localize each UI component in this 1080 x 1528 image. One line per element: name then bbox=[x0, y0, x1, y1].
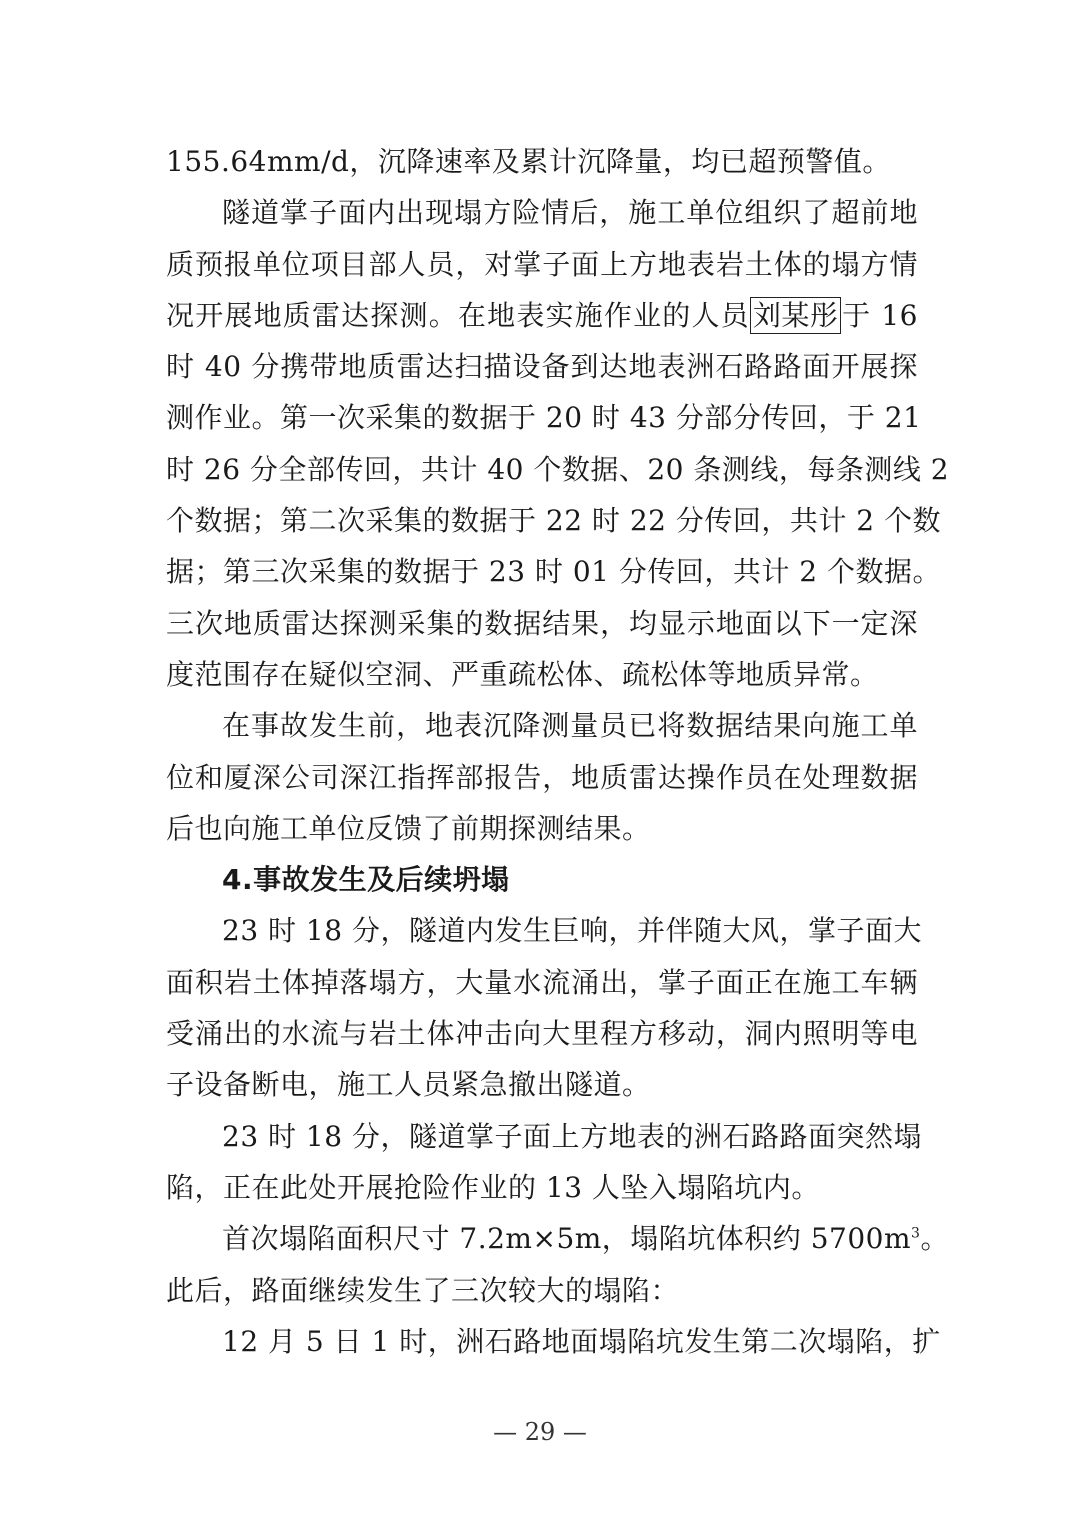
text-line: 面积岩土体掉落塌方，大量水流涌出，掌子面正在施工车辆 bbox=[166, 965, 918, 999]
paragraph-start-line: 23 时 18 分，隧道内发生巨响，并伴随大风，掌子面大 bbox=[222, 914, 922, 948]
body-text bbox=[166, 136, 950, 1367]
text-span: 。 bbox=[920, 1222, 949, 1256]
text-line: 质预报单位项目部人员，对掌子面上方地表岩土体的塌方情 bbox=[166, 247, 918, 281]
text-span: 首次塌陷面积尺寸 7.2m×5m，塌陷坑体积约 5700m bbox=[222, 1222, 912, 1256]
text-line: 据；第三次采集的数据于 23 时 01 分传回，共计 2 个数据。 bbox=[166, 555, 941, 589]
superscript: 3 bbox=[911, 1225, 921, 1242]
text-line: 位和厦深公司深江指挥部报告，地质雷达操作员在处理数据 bbox=[166, 760, 918, 794]
text-line: 后也向施工单位反馈了前期探测结果。 bbox=[166, 811, 651, 845]
text-line: 三次地质雷达探测采集的数据结果，均显示地面以下一定深 bbox=[166, 606, 918, 640]
text-line: 个数据；第二次采集的数据于 22 时 22 分传回，共计 2 个数 bbox=[166, 504, 941, 538]
text-line: 时 40 分携带地质雷达扫描设备到达地表洲石路路面开展探 bbox=[166, 350, 918, 384]
section-heading: 4.事故发生及后续坍塌 bbox=[222, 863, 510, 897]
text-line: 时 26 分全部传回，共计 40 个数据、20 条测线，每条测线 2 bbox=[166, 452, 950, 486]
text-line: 测作业。第一次采集的数据于 20 时 43 分部分传回，于 21 bbox=[166, 401, 922, 435]
paragraph-start-line: 在事故发生前，地表沉降测量员已将数据结果向施工单 bbox=[222, 709, 918, 743]
paragraph-start-line: 12 月 5 日 1 时，洲石路地面塌陷坑发生第二次塌陷，扩 bbox=[222, 1324, 941, 1358]
paragraph-start-line-with-superscript bbox=[166, 1213, 949, 1264]
text-span: 况开展地质雷达探测。在地表实施作业的人员 bbox=[166, 298, 750, 332]
boxed-name: 刘某彤 bbox=[750, 297, 842, 334]
text-span: 于 16 bbox=[841, 298, 918, 332]
text-line: 子设备断电，施工人员紧急撤出隧道。 bbox=[166, 1068, 651, 1102]
paragraph-start-line: 23 时 18 分，隧道掌子面上方地表的洲石路路面突然塌 bbox=[222, 1119, 922, 1153]
text-line: 受涌出的水流与岩土体冲击向大里程方移动，洞内照明等电 bbox=[166, 1017, 918, 1051]
text-line: 155.64mm/d，沉降速率及累计沉降量，均已超预警值。 bbox=[166, 145, 891, 178]
text-line: 度范围存在疑似空洞、严重疏松体、疏松体等地质异常。 bbox=[166, 657, 879, 691]
page-number: — 29 — bbox=[493, 1418, 587, 1446]
text-line: 此后，路面继续发生了三次较大的塌陷： bbox=[166, 1273, 680, 1307]
text-line: 陷，正在此处开展抢险作业的 13 人坠入塌陷坑内。 bbox=[166, 1170, 820, 1204]
text-line-with-boxed-name bbox=[166, 290, 918, 341]
paragraph-start-line: 隧道掌子面内出现塌方险情后，施工单位组织了超前地 bbox=[222, 196, 918, 230]
